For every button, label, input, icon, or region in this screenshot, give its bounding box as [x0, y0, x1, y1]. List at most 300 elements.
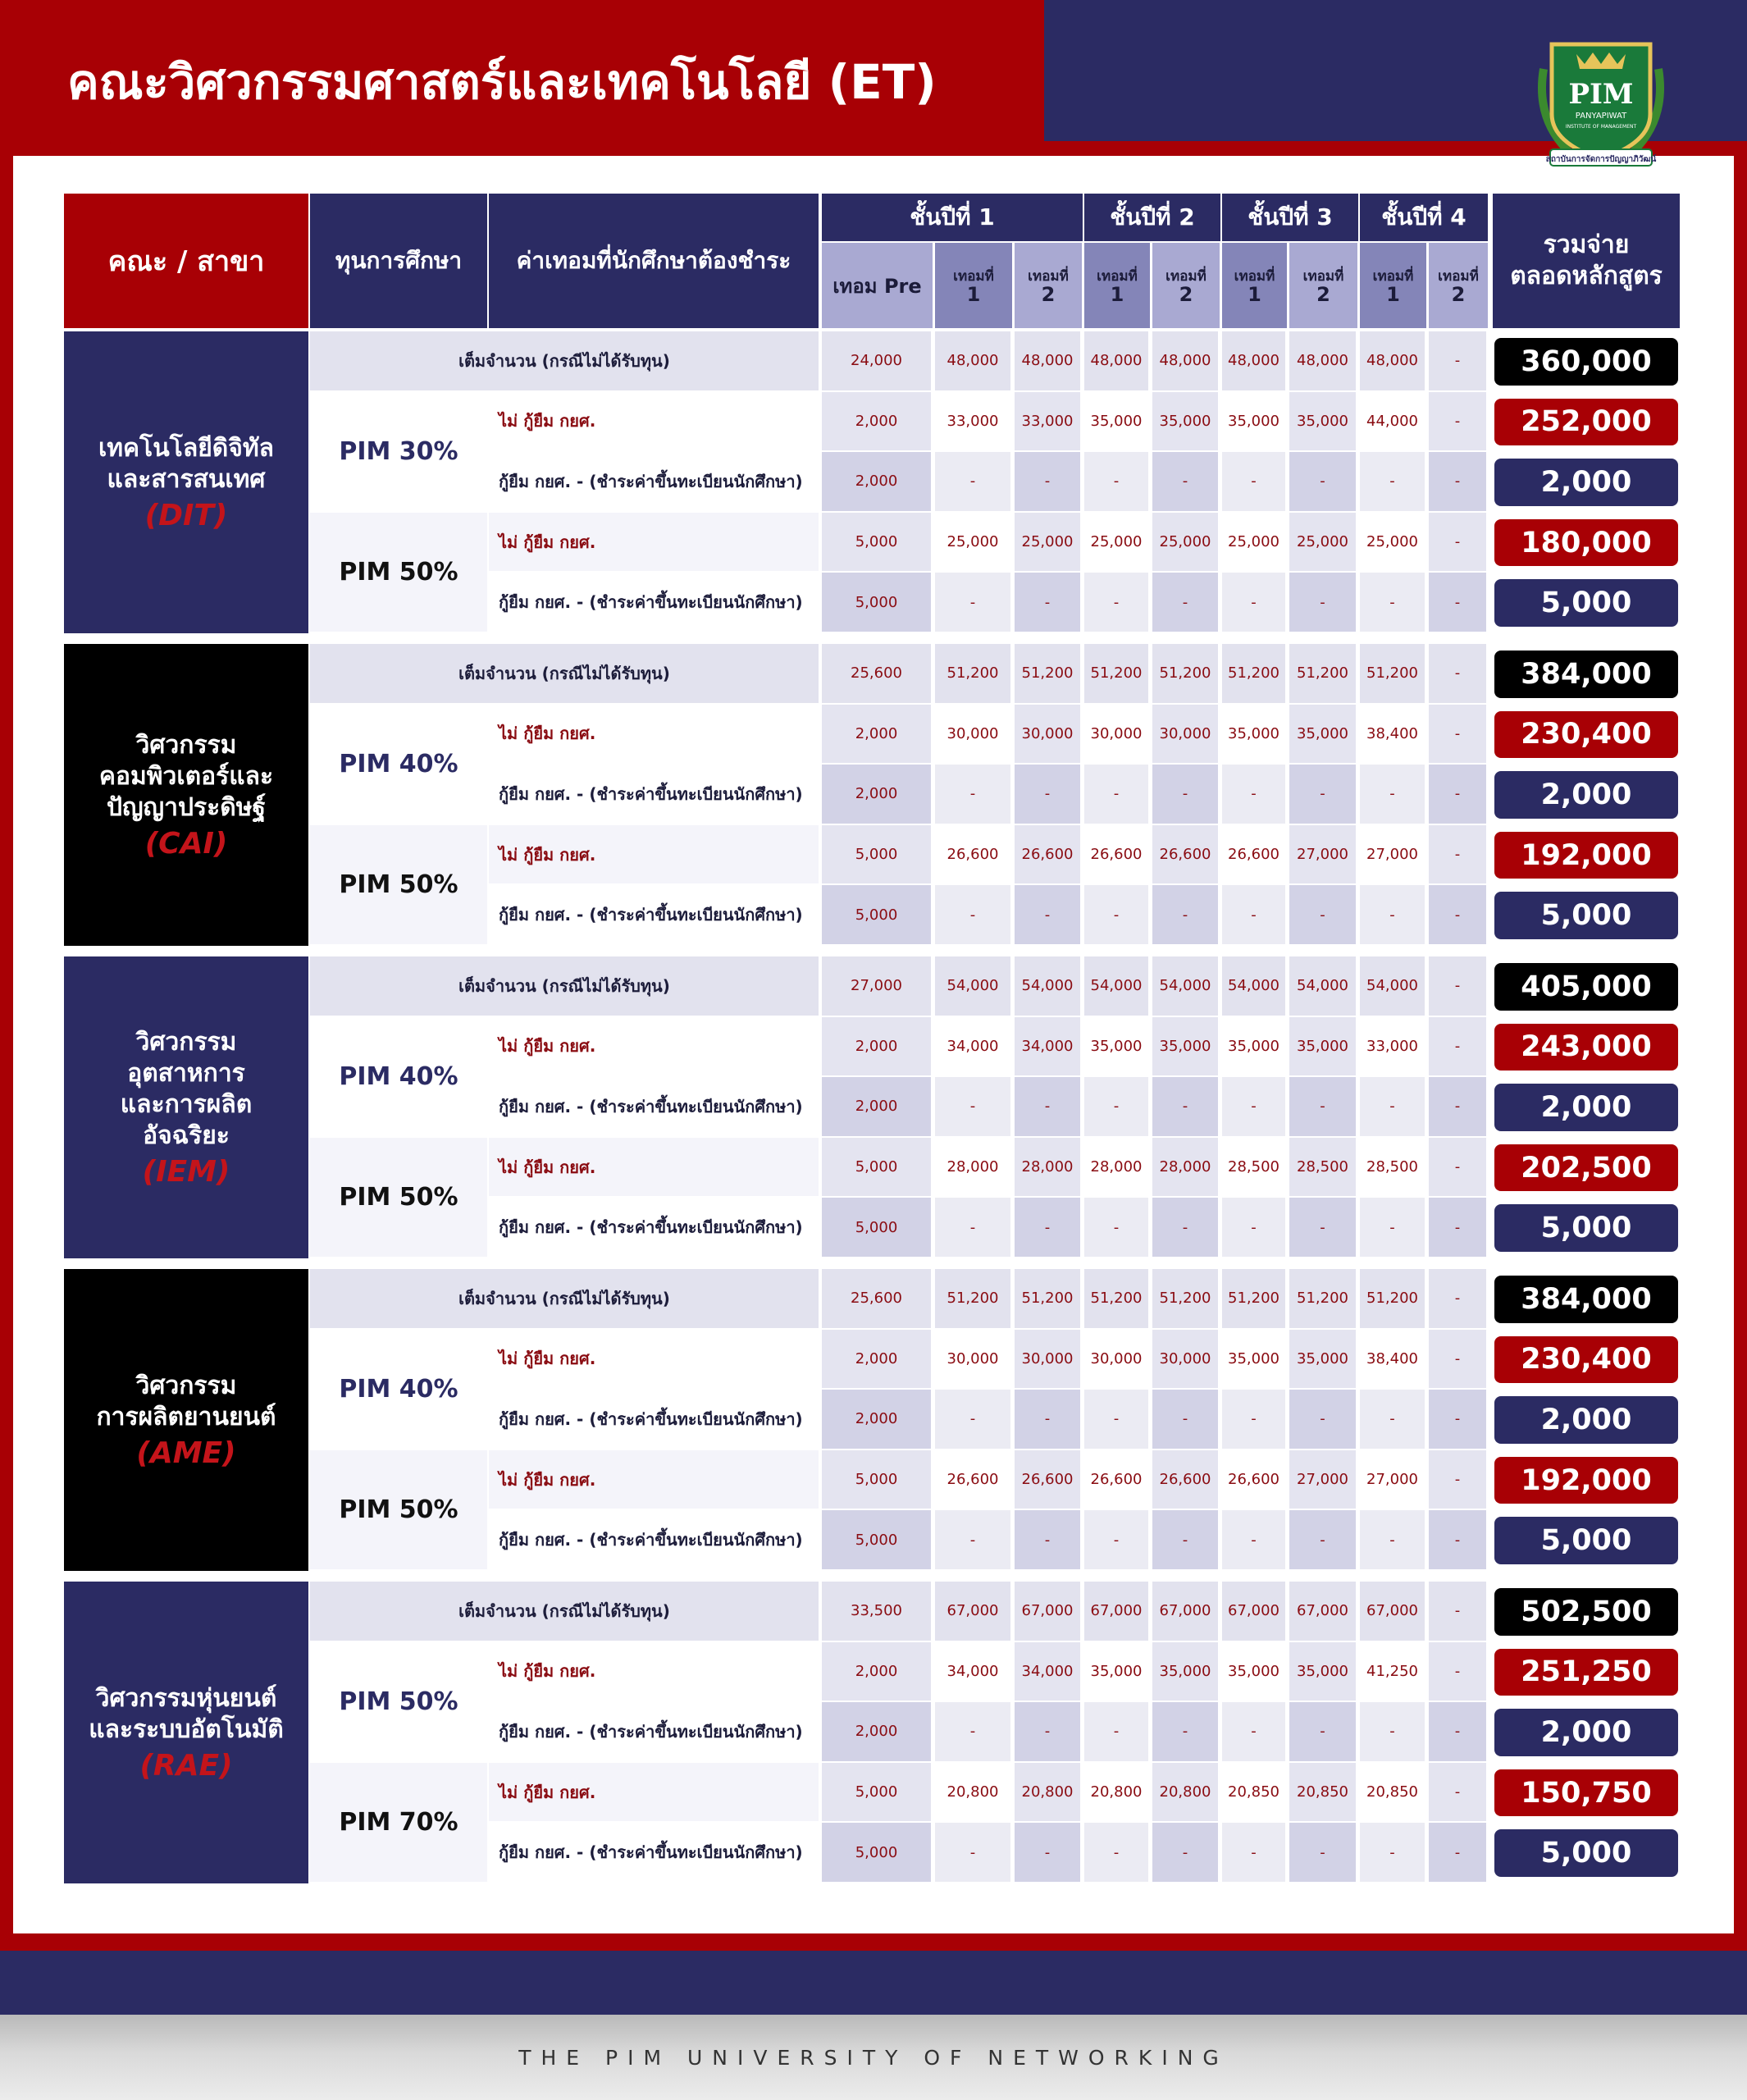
fee-cell: -	[1289, 1702, 1356, 1761]
fee-cell: -	[1360, 1077, 1425, 1136]
term-label: เทอมที่	[1165, 268, 1206, 285]
full-amount-label: เต็มจำนวน (กรณีไม่ได้รับทุน)	[310, 956, 819, 1016]
fee-cell: 26,600	[1152, 825, 1218, 884]
full-amount-label: เต็มจำนวน (กรณีไม่ได้รับทุน)	[310, 1582, 819, 1641]
fee-cell: 27,000	[1360, 1450, 1425, 1509]
faculty-code: (RAE)	[139, 1748, 233, 1783]
header-fee: ค่าเทอมที่นักศึกษาต้องชำระ	[489, 194, 819, 328]
fee-cell: 48,000	[1289, 331, 1356, 390]
faculty-code: (CAI)	[144, 826, 228, 861]
fee-cell: -	[1360, 1510, 1425, 1569]
fee-cell: 54,000	[1152, 956, 1218, 1016]
fee-cell: -	[1429, 331, 1486, 390]
bottom-navy-band	[0, 1951, 1747, 2015]
fee-cell: 33,000	[1015, 392, 1080, 451]
fee-cell: -	[935, 1702, 1010, 1761]
header-year-3: ชั้นปีที่ 3	[1222, 194, 1358, 241]
fee-cell: 26,600	[1015, 1450, 1080, 1509]
fee-cell: 51,200	[1222, 644, 1285, 703]
fee-cell: -	[1222, 1198, 1285, 1257]
fee-cell: 5,000	[822, 1763, 931, 1822]
total-badge: 5,000	[1494, 1204, 1678, 1252]
fee-cell: 33,000	[1360, 1017, 1425, 1076]
fee-cell: 54,000	[1222, 956, 1285, 1016]
fee-cell: 27,000	[822, 956, 931, 1016]
total-badge: 2,000	[1494, 1084, 1678, 1131]
fee-cell: 25,000	[1152, 513, 1218, 572]
header-scholarship: ทุนการศึกษา	[310, 194, 487, 328]
fee-cell: 26,600	[935, 825, 1010, 884]
fee-cell: 51,200	[1289, 644, 1356, 703]
fee-cell: 25,000	[1289, 513, 1356, 572]
fee-cell: 67,000	[1084, 1582, 1148, 1641]
fee-cell: 67,000	[1152, 1582, 1218, 1641]
fee-cell: -	[1152, 573, 1218, 632]
fee-cell: 27,000	[1289, 825, 1356, 884]
total-badge: 251,250	[1494, 1649, 1678, 1696]
loan-label: กู้ยืม กยศ. - (ชำระค่าขึ้นทะเบียนนักศึกษา)	[489, 1823, 819, 1882]
header-term-1	[935, 243, 1012, 328]
total-badge: 150,750	[1494, 1769, 1678, 1817]
fee-cell: 5,000	[822, 1198, 931, 1257]
fee-cell: 54,000	[1084, 956, 1148, 1016]
fee-cell: -	[1360, 1702, 1425, 1761]
fee-cell: -	[1084, 1510, 1148, 1569]
fee-cell: -	[1152, 1702, 1218, 1761]
fee-cell: 35,000	[1222, 1017, 1285, 1076]
fee-cell: 51,200	[1360, 644, 1425, 703]
total-badge: 5,000	[1494, 1829, 1678, 1877]
fee-cell: 51,200	[1289, 1269, 1356, 1328]
total-badge: 405,000	[1494, 963, 1678, 1011]
fee-cell: -	[1360, 573, 1425, 632]
fee-cell: -	[1084, 1198, 1148, 1257]
fee-cell: 35,000	[1152, 1642, 1218, 1701]
term-label: เทอมที่	[1028, 268, 1069, 285]
faculty-name: วิศวกรรม อุตสาหการ และการผลิต อัจฉริยะ	[120, 1027, 253, 1150]
no-loan-label: ไม่ กู้ยืม กยศ.	[489, 1330, 819, 1389]
fee-cell: 5,000	[822, 573, 931, 632]
fee-cell: -	[1015, 1510, 1080, 1569]
fee-cell: -	[1429, 1823, 1486, 1882]
faculty-code: (AME)	[136, 1436, 236, 1470]
fee-cell: -	[1429, 1198, 1486, 1257]
term-number: 2	[1041, 283, 1056, 306]
fee-cell: 51,200	[1084, 644, 1148, 703]
fee-cell: -	[1429, 1390, 1486, 1449]
total-badge: 230,400	[1494, 1336, 1678, 1384]
total-badge: 2,000	[1494, 459, 1678, 506]
fee-cell: -	[1429, 513, 1486, 572]
term-label: เทอมที่	[1372, 268, 1414, 285]
fee-cell: -	[1429, 1138, 1486, 1197]
fee-cell: -	[1222, 1390, 1285, 1449]
fee-cell: 28,000	[1015, 1138, 1080, 1197]
total-badge: 384,000	[1494, 1276, 1678, 1323]
fee-cell: -	[1015, 1702, 1080, 1761]
fee-cell: -	[1429, 573, 1486, 632]
term-number: 2	[1316, 283, 1330, 306]
header-year-4: ชั้นปีที่ 4	[1360, 194, 1488, 241]
fee-cell: 5,000	[822, 1450, 931, 1509]
faculty-name: เทคโนโลยีดิจิทัล และสารสนเทศ	[98, 433, 274, 494]
fee-cell: 48,000	[1360, 331, 1425, 390]
fee-cell: -	[935, 1198, 1010, 1257]
fee-cell: -	[1429, 1642, 1486, 1701]
fee-cell: 26,600	[1222, 1450, 1285, 1509]
fee-cell: 35,000	[1289, 392, 1356, 451]
fee-cell: 2,000	[822, 1017, 931, 1076]
pim-logo	[1527, 36, 1675, 176]
fee-cell: 25,600	[822, 644, 931, 703]
fee-cell: 26,600	[935, 1450, 1010, 1509]
full-amount-label: เต็มจำนวน (กรณีไม่ได้รับทุน)	[310, 644, 819, 703]
fee-cell: 28,000	[1084, 1138, 1148, 1197]
fee-cell: 35,000	[1084, 392, 1148, 451]
fee-cell: -	[1015, 1823, 1080, 1882]
fee-cell: -	[1289, 885, 1356, 944]
no-loan-label: ไม่ กู้ยืม กยศ.	[489, 1763, 819, 1822]
no-loan-label: ไม่ กู้ยืม กยศ.	[489, 1138, 819, 1197]
fee-cell: 2,000	[822, 1642, 931, 1701]
fee-cell: 26,600	[1152, 1450, 1218, 1509]
scholarship-name: PIM 50%	[310, 1138, 487, 1257]
term-number: 2	[1451, 283, 1466, 306]
fee-cell: -	[1152, 1077, 1218, 1136]
fee-cell: -	[1289, 1823, 1356, 1882]
term-number: 1	[966, 283, 981, 306]
fee-cell: 28,500	[1360, 1138, 1425, 1197]
fee-cell: 38,400	[1360, 705, 1425, 764]
fee-cell: 33,500	[822, 1582, 931, 1641]
term-label: เทอมที่	[1438, 268, 1479, 285]
header-total: รวมจ่าย ตลอดหลักสูตร	[1493, 194, 1680, 328]
fee-cell: -	[1429, 1702, 1486, 1761]
faculty-code: (DIT)	[144, 498, 228, 532]
fee-cell: -	[1015, 1198, 1080, 1257]
fee-cell: 2,000	[822, 392, 931, 451]
fee-cell: 28,000	[935, 1138, 1010, 1197]
fee-cell: 51,200	[935, 1269, 1010, 1328]
fee-cell: 5,000	[822, 1510, 931, 1569]
fee-cell: -	[1429, 1077, 1486, 1136]
total-badge: 5,000	[1494, 1517, 1678, 1564]
fee-cell: -	[935, 1510, 1010, 1569]
fee-cell: 51,200	[1152, 644, 1218, 703]
fee-cell: -	[1015, 573, 1080, 632]
fee-cell: 35,000	[1084, 1642, 1148, 1701]
fee-cell: -	[1429, 644, 1486, 703]
fee-cell: 20,800	[1084, 1763, 1148, 1822]
page-title: คณะวิศวกรรมศาสตร์และเทคโนโลยี (ET)	[67, 54, 937, 110]
scholarship-name: PIM 50%	[310, 513, 487, 632]
fee-cell: -	[935, 1077, 1010, 1136]
fee-cell: -	[1152, 1510, 1218, 1569]
scholarship-name: PIM 40%	[310, 1017, 487, 1136]
fee-cell: -	[1084, 1077, 1148, 1136]
fee-cell: -	[1222, 452, 1285, 511]
footer	[0, 2015, 1747, 2100]
fee-cell: 2,000	[822, 765, 931, 824]
term-number: 1	[1386, 283, 1400, 306]
fee-cell: 35,000	[1289, 1330, 1356, 1389]
fee-cell: 35,000	[1222, 705, 1285, 764]
scholarship-name: PIM 40%	[310, 1330, 487, 1449]
fee-cell: -	[1289, 1510, 1356, 1569]
fee-cell: 25,600	[822, 1269, 931, 1328]
scholarship-name: PIM 50%	[310, 1642, 487, 1761]
header-term-4	[1152, 243, 1220, 328]
total-badge: 2,000	[1494, 1396, 1678, 1444]
fee-cell: 48,000	[1015, 331, 1080, 390]
fee-cell: 2,000	[822, 1390, 931, 1449]
fee-cell: -	[1429, 1330, 1486, 1389]
svg-text:PIM: PIM	[1568, 78, 1634, 111]
loan-label: กู้ยืม กยศ. - (ชำระค่าขึ้นทะเบียนนักศึกษา)	[489, 1390, 819, 1449]
fee-cell: 30,000	[1152, 1330, 1218, 1389]
no-loan-label: ไม่ กู้ยืม กยศ.	[489, 392, 819, 451]
svg-text:PANYAPIWAT: PANYAPIWAT	[1575, 112, 1627, 121]
faculty-cell	[64, 956, 308, 1258]
fee-cell: -	[1429, 705, 1486, 764]
fee-cell: 5,000	[822, 1823, 931, 1882]
fee-cell: -	[1084, 1390, 1148, 1449]
faculty-name: วิศวกรรม การผลิตยานยนต์	[96, 1371, 276, 1431]
term-label: เทอมที่	[1234, 268, 1275, 285]
fee-cell: -	[1084, 573, 1148, 632]
fee-cell: -	[1222, 573, 1285, 632]
faculty-code: (IEM)	[142, 1154, 230, 1189]
no-loan-label: ไม่ กู้ยืม กยศ.	[489, 1017, 819, 1076]
fee-cell: 20,850	[1222, 1763, 1285, 1822]
fee-cell: 2,000	[822, 705, 931, 764]
total-badge: 252,000	[1494, 399, 1678, 446]
fee-cell: -	[1429, 1017, 1486, 1076]
faculty-cell	[64, 1582, 308, 1883]
fee-cell: 30,000	[1015, 705, 1080, 764]
faculty-name: วิศวกรรม คอมพิวเตอร์และ ปัญญาประดิษฐ์	[98, 730, 274, 822]
fee-cell: 24,000	[822, 331, 931, 390]
fee-cell: -	[1152, 1390, 1218, 1449]
fee-cell: 51,200	[1015, 1269, 1080, 1328]
fee-cell: 35,000	[1084, 1017, 1148, 1076]
fee-cell: 20,800	[935, 1763, 1010, 1822]
tuition-table	[13, 156, 1734, 1933]
fee-cell: -	[1289, 573, 1356, 632]
fee-cell: 35,000	[1289, 705, 1356, 764]
fee-cell: 28,000	[1152, 1138, 1218, 1197]
fee-cell: 25,000	[1222, 513, 1285, 572]
fee-cell: -	[1152, 452, 1218, 511]
scholarship-name: PIM 70%	[310, 1763, 487, 1882]
fee-cell: 5,000	[822, 825, 931, 884]
fee-cell: -	[1289, 765, 1356, 824]
header-term-5	[1222, 243, 1287, 328]
fee-cell: 25,000	[1084, 513, 1148, 572]
fee-cell: 35,000	[1289, 1642, 1356, 1701]
fee-cell: -	[1084, 1702, 1148, 1761]
header-pre-term: เทอม Pre	[822, 243, 933, 328]
fee-cell: 67,000	[1222, 1582, 1285, 1641]
fee-cell: -	[1084, 885, 1148, 944]
fee-cell: -	[935, 573, 1010, 632]
fee-cell: -	[1429, 1450, 1486, 1509]
fee-cell: 51,200	[1015, 644, 1080, 703]
term-label: เทอมที่	[953, 268, 994, 285]
fee-cell: 28,500	[1289, 1138, 1356, 1197]
fee-cell: 51,200	[1084, 1269, 1148, 1328]
fee-cell: -	[1429, 765, 1486, 824]
term-number: 1	[1110, 283, 1124, 306]
term-label: เทอมที่	[1097, 268, 1138, 285]
loan-label: กู้ยืม กยศ. - (ชำระค่าขึ้นทะเบียนนักศึกษา)	[489, 1510, 819, 1569]
fee-cell: 27,000	[1360, 825, 1425, 884]
fee-cell: 35,000	[1222, 1642, 1285, 1701]
fee-cell: -	[1360, 1823, 1425, 1882]
loan-label: กู้ยืม กยศ. - (ชำระค่าขึ้นทะเบียนนักศึกษา)	[489, 885, 819, 944]
fee-cell: 34,000	[935, 1017, 1010, 1076]
fee-cell: 44,000	[1360, 392, 1425, 451]
fee-cell: -	[1360, 1198, 1425, 1257]
term-label: เทอมที่	[1302, 268, 1344, 285]
fee-cell: -	[1152, 1823, 1218, 1882]
fee-cell: -	[935, 452, 1010, 511]
total-badge: 230,400	[1494, 711, 1678, 759]
no-loan-label: ไม่ กู้ยืม กยศ.	[489, 825, 819, 884]
svg-text:INSTITUTE OF MANAGEMENT: INSTITUTE OF MANAGEMENT	[1565, 124, 1637, 130]
fee-cell: 51,200	[1152, 1269, 1218, 1328]
total-badge: 180,000	[1494, 519, 1678, 567]
fee-cell: 34,000	[1015, 1017, 1080, 1076]
fee-cell: 30,000	[935, 1330, 1010, 1389]
fee-cell: -	[1360, 885, 1425, 944]
header-term-2	[1015, 243, 1082, 328]
fee-cell: -	[1429, 825, 1486, 884]
fee-cell: 20,800	[1152, 1763, 1218, 1822]
fee-cell: -	[1015, 765, 1080, 824]
fee-cell: 25,000	[935, 513, 1010, 572]
faculty-cell	[64, 1269, 308, 1571]
fee-cell: 67,000	[1015, 1582, 1080, 1641]
total-badge: 502,500	[1494, 1588, 1678, 1636]
fee-cell: -	[1152, 765, 1218, 824]
fee-cell: 5,000	[822, 1138, 931, 1197]
content-panel	[13, 156, 1734, 1933]
fee-cell: 35,000	[1222, 1330, 1285, 1389]
header-year-1: ชั้นปีที่ 1	[822, 194, 1083, 241]
fee-cell: 2,000	[822, 1077, 931, 1136]
fee-cell: 30,000	[1015, 1330, 1080, 1389]
loan-label: กู้ยืม กยศ. - (ชำระค่าขึ้นทะเบียนนักศึกษา)	[489, 1198, 819, 1257]
fee-cell: 2,000	[822, 452, 931, 511]
fee-cell: -	[1360, 1390, 1425, 1449]
loan-label: กู้ยืม กยศ. - (ชำระค่าขึ้นทะเบียนนักศึกษา)	[489, 573, 819, 632]
loan-label: กู้ยืม กยศ. - (ชำระค่าขึ้นทะเบียนนักศึกษา)	[489, 1702, 819, 1761]
no-loan-label: ไม่ กู้ยืม กยศ.	[489, 705, 819, 764]
fee-cell: -	[1222, 1823, 1285, 1882]
fee-cell: 34,000	[1015, 1642, 1080, 1701]
fee-cell: 54,000	[1015, 956, 1080, 1016]
fee-cell: 26,600	[1015, 825, 1080, 884]
fee-cell: -	[1015, 1390, 1080, 1449]
total-badge: 192,000	[1494, 1457, 1678, 1504]
fee-cell: -	[1429, 452, 1486, 511]
fee-cell: -	[1152, 885, 1218, 944]
fee-cell: 26,600	[1084, 825, 1148, 884]
fee-cell: -	[1429, 1269, 1486, 1328]
footer-text: THE PIM UNIVERSITY OF NETWORKING	[518, 2045, 1229, 2070]
fee-cell: -	[1429, 1763, 1486, 1822]
term-number: 2	[1179, 283, 1193, 306]
fee-cell: 54,000	[935, 956, 1010, 1016]
fee-cell: -	[935, 1823, 1010, 1882]
scholarship-name: PIM 50%	[310, 1450, 487, 1569]
scholarship-name: PIM 50%	[310, 825, 487, 944]
fee-cell: 5,000	[822, 513, 931, 572]
fee-cell: -	[1015, 452, 1080, 511]
full-amount-label: เต็มจำนวน (กรณีไม่ได้รับทุน)	[310, 331, 819, 390]
fee-cell: 2,000	[822, 1330, 931, 1389]
fee-cell: 35,000	[1152, 1017, 1218, 1076]
fee-cell: -	[1222, 1077, 1285, 1136]
fee-cell: 67,000	[935, 1582, 1010, 1641]
fee-cell: 48,000	[1152, 331, 1218, 390]
fee-cell: 20,850	[1360, 1763, 1425, 1822]
no-loan-label: ไม่ กู้ยืม กยศ.	[489, 1642, 819, 1701]
faculty-cell	[64, 644, 308, 946]
fee-cell: -	[1360, 765, 1425, 824]
fee-cell: 25,000	[1360, 513, 1425, 572]
fee-cell: 35,000	[1222, 392, 1285, 451]
total-badge: 243,000	[1494, 1024, 1678, 1071]
scholarship-name: PIM 40%	[310, 705, 487, 824]
fee-cell: 54,000	[1289, 956, 1356, 1016]
fee-cell: -	[1429, 956, 1486, 1016]
fee-cell: 67,000	[1360, 1582, 1425, 1641]
fee-cell: 35,000	[1152, 392, 1218, 451]
fee-cell: -	[1084, 1823, 1148, 1882]
fee-cell: 35,000	[1289, 1017, 1356, 1076]
total-badge: 360,000	[1494, 338, 1678, 386]
fee-cell: -	[1289, 1390, 1356, 1449]
fee-cell: -	[1360, 452, 1425, 511]
fee-cell: 26,600	[1084, 1450, 1148, 1509]
fee-cell: 51,200	[1360, 1269, 1425, 1328]
fee-cell: -	[1222, 1510, 1285, 1569]
fee-cell: 54,000	[1360, 956, 1425, 1016]
fee-cell: -	[935, 765, 1010, 824]
total-badge: 5,000	[1494, 892, 1678, 939]
fee-cell: -	[935, 1390, 1010, 1449]
fee-cell: 20,800	[1015, 1763, 1080, 1822]
scholarship-name: PIM 30%	[310, 392, 487, 511]
term-number: 1	[1248, 283, 1261, 306]
fee-cell: -	[1289, 1077, 1356, 1136]
fee-cell: 20,850	[1289, 1763, 1356, 1822]
fee-cell: -	[1222, 1702, 1285, 1761]
total-badge: 202,500	[1494, 1144, 1678, 1192]
total-badge: 2,000	[1494, 771, 1678, 819]
fee-cell: 30,000	[1084, 1330, 1148, 1389]
fee-cell: 41,250	[1360, 1642, 1425, 1701]
no-loan-label: ไม่ กู้ยืม กยศ.	[489, 513, 819, 572]
fee-cell: -	[1429, 1582, 1486, 1641]
fee-cell: 27,000	[1289, 1450, 1356, 1509]
fee-cell: 25,000	[1015, 513, 1080, 572]
fee-cell: -	[1084, 765, 1148, 824]
header-faculty: คณะ / สาขา	[64, 194, 308, 328]
faculty-cell	[64, 331, 308, 633]
